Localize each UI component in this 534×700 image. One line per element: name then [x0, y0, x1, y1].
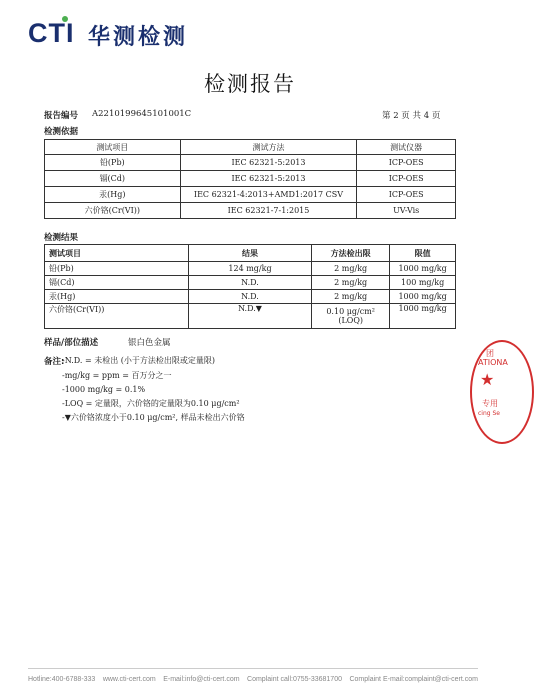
table-header-row — [45, 245, 456, 262]
table-cell: IEC 62321-7-1:2015 — [180, 203, 357, 219]
table-cell: ICP-OES — [357, 171, 456, 187]
table-cell: 镉(Cd) — [45, 276, 189, 290]
basis-table — [44, 139, 456, 219]
header-cell: 测试仪器 — [357, 140, 456, 155]
table-row — [45, 203, 456, 219]
table-cell: 铅(Pb) — [45, 155, 181, 171]
official-seal — [470, 340, 534, 444]
header-cell: 结果 — [188, 245, 311, 262]
table-row — [45, 171, 456, 187]
table-cell: 100 mg/kg — [390, 276, 456, 290]
footer-hotline: Hotline:400-6788-333 — [28, 676, 96, 683]
basis-section-label: 检测依据 — [44, 127, 79, 137]
seal-text: 团 — [486, 349, 494, 358]
note-item: -LOQ = 定量限，六价铬的定量限为0.10 μg/cm² — [62, 399, 240, 408]
footer-divider — [28, 668, 478, 669]
table-cell: N.D. — [188, 276, 311, 290]
table-cell — [312, 304, 390, 329]
note-item: -N.D. = 未检出 (小于方法检出限或定量限) — [62, 356, 215, 365]
table-cell: 汞(Hg) — [45, 290, 189, 304]
table-cell: 124 mg/kg — [188, 262, 311, 276]
header-cell: 测试项目 — [45, 245, 189, 262]
report-no-label: 报告编号 — [44, 111, 79, 121]
table-cell: 六价铬(Cr(VI)) — [45, 304, 189, 329]
table-cell: N.D. — [188, 290, 311, 304]
table-cell: 1000 mg/kg — [390, 262, 456, 276]
note-item: -mg/kg = ppm = 百万分之一 — [62, 371, 172, 380]
footer-complaint-email[interactable]: Complaint E-mail:complaint@cti-cert.com — [349, 676, 478, 683]
table-cell: 1000 mg/kg — [390, 290, 456, 304]
logo-company-name: 华测检测 — [88, 25, 189, 50]
seal-text: 专用 — [482, 399, 498, 408]
table-cell: 2 mg/kg — [312, 262, 390, 276]
table-cell: IEC 62321-5:2013 — [180, 171, 357, 187]
table-row — [45, 290, 456, 304]
table-cell: N.D.▼ — [188, 304, 311, 329]
table-cell: ICP-OES — [357, 187, 456, 203]
table-row — [45, 155, 456, 171]
footer-email[interactable]: E-mail:info@cti-cert.com — [163, 676, 240, 683]
seal-text: ATIONA — [478, 358, 508, 367]
note-item: -1000 mg/kg = 0.1% — [62, 385, 146, 394]
footer-website[interactable]: www.cti-cert.com — [102, 676, 156, 683]
table-cell: 六价铬(Cr(VI)) — [45, 203, 181, 219]
table-cell: 2 mg/kg — [312, 276, 390, 290]
note-item: -▼六价铬浓度小于0.10 μg/cm², 样品未检出六价铬 — [62, 413, 245, 422]
cr-loq-note: (LOQ) — [338, 316, 364, 325]
report-no: A2210199645101001C — [92, 109, 192, 119]
results-section-label: 检测结果 — [44, 233, 79, 243]
table-row — [45, 304, 456, 329]
table-row — [45, 262, 456, 276]
table-row — [45, 187, 456, 203]
logo-cti: CTI — [28, 18, 75, 48]
page-number: 第 2 页 共 4 页 — [382, 111, 441, 121]
notes-label: 备注: — [44, 357, 65, 367]
table-cell: 1000 mg/kg — [390, 304, 456, 329]
table-header-row — [45, 140, 456, 155]
footer-complaint-call: Complaint call:0755-33681700 — [247, 676, 342, 683]
table-cell: IEC 62321-4:2013+AMD1:2017 CSV — [180, 187, 357, 203]
seal-star-icon: ★ — [480, 370, 495, 389]
table-cell: IEC 62321-5:2013 — [180, 155, 357, 171]
page-title: 检测报告 — [204, 72, 296, 96]
table-cell: 汞(Hg) — [45, 187, 181, 203]
footer — [28, 676, 478, 683]
sample-value: 银白色金属 — [128, 338, 171, 348]
table-cell: 2 mg/kg — [312, 290, 390, 304]
cr-detection-limit: 0.10 μg/cm² — [326, 307, 375, 316]
table-cell: 铅(Pb) — [45, 262, 189, 276]
table-cell: ICP-OES — [357, 155, 456, 171]
sample-label: 样品/部位描述 — [44, 338, 99, 348]
header-cell: 测试项目 — [45, 140, 181, 155]
header-cell: 限值 — [390, 245, 456, 262]
results-table — [44, 244, 456, 329]
table-row — [45, 276, 456, 290]
table-cell: 镉(Cd) — [45, 171, 181, 187]
table-cell: UV-Vis — [357, 203, 456, 219]
header-cell: 方法检出限 — [312, 245, 390, 262]
seal-text: cing Se — [478, 410, 500, 417]
header-cell: 测试方法 — [180, 140, 357, 155]
